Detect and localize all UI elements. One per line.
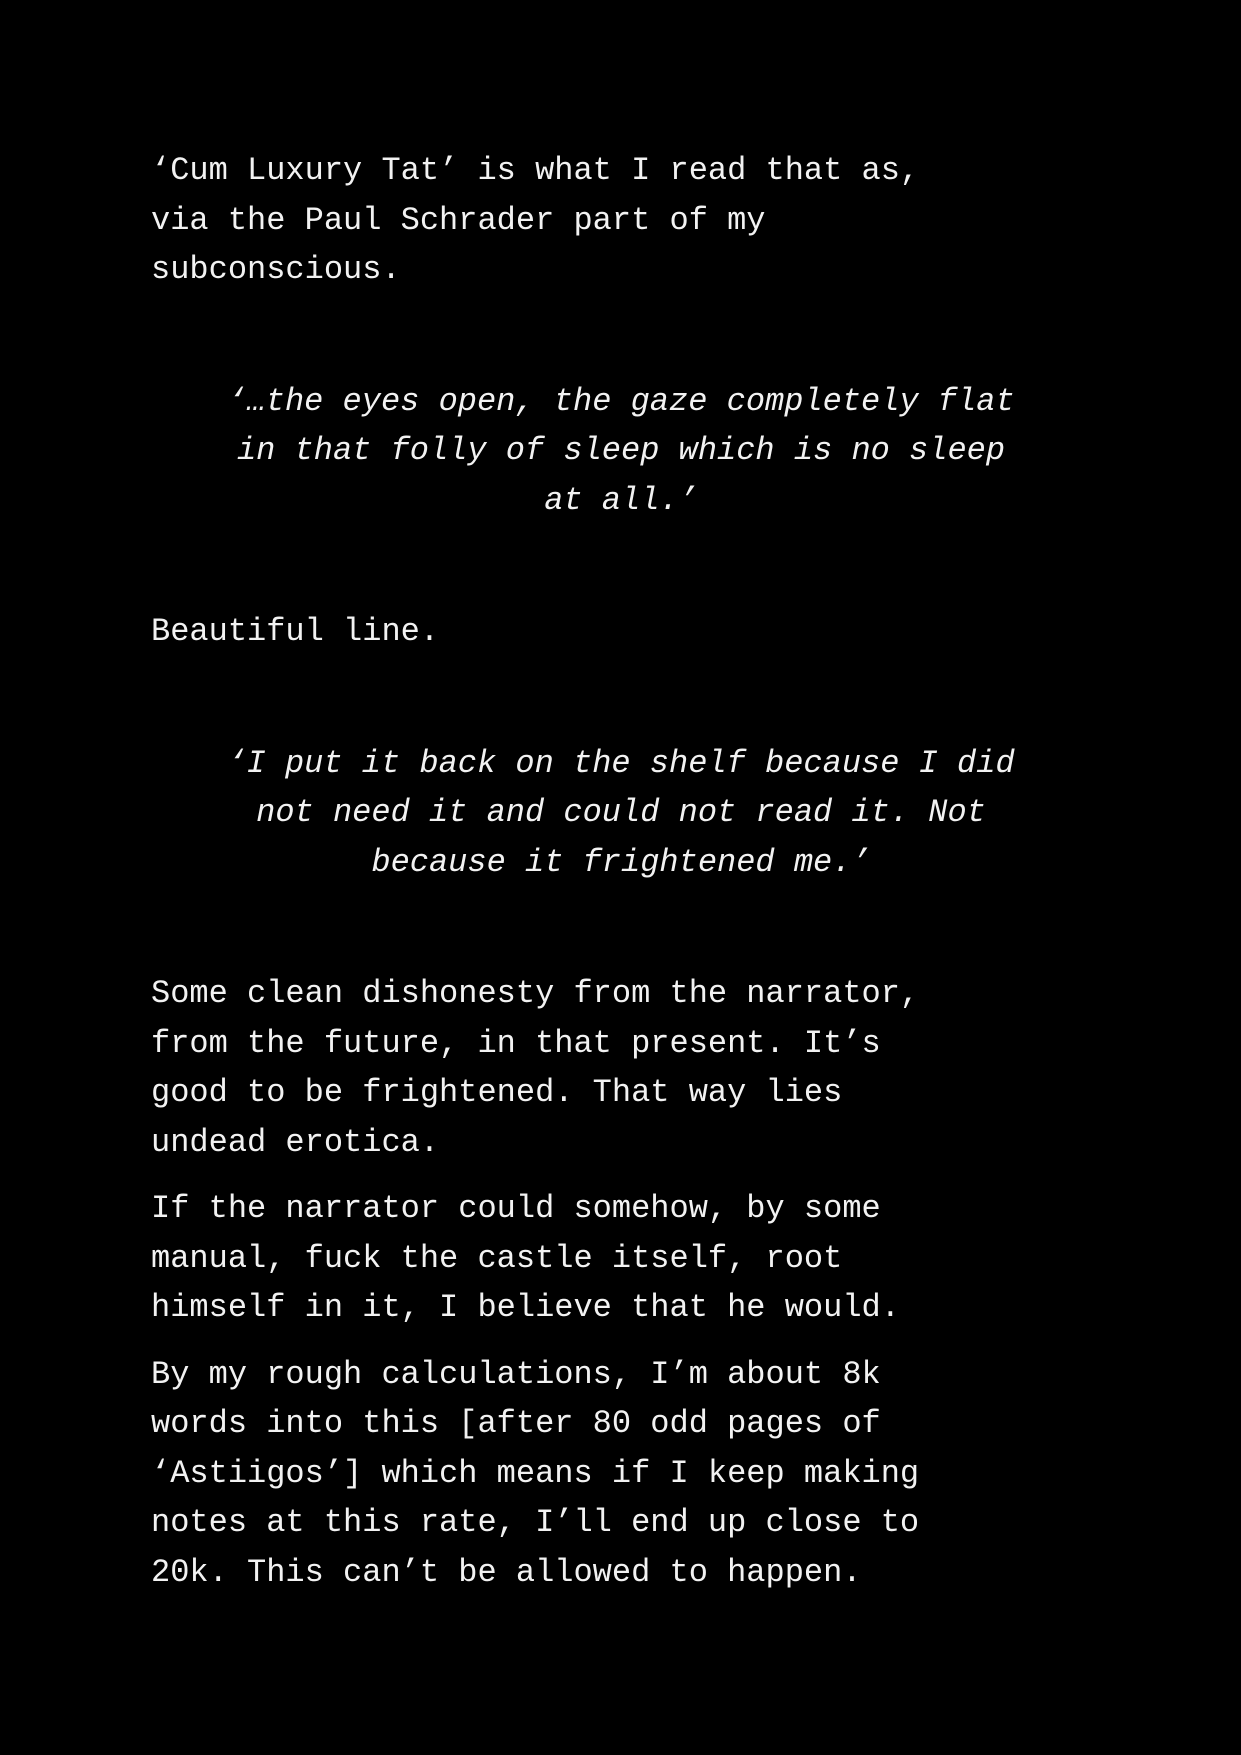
spacer [151, 657, 1091, 739]
spacer [151, 525, 1091, 607]
document-page [151, 146, 1091, 1597]
paragraph-narrator-castle: If the narrator could somehow, by some manual, fuck the castle itself, root himself in it, I believe that he would. [151, 1190, 900, 1326]
spacer [151, 1333, 1091, 1350]
paragraph-beautiful-line: Beautiful line. [151, 613, 440, 650]
quote-eyes-open: ‘…the eyes open, the gaze completely flat in that folly of sleep which is no sleep at all.’ [227, 382, 1015, 519]
spacer [151, 1167, 1091, 1184]
spacer [151, 295, 1091, 377]
paragraph-cum-luxury-tat: ‘Cum Luxury Tat’ is what I read that as, via the Paul Schrader part of my subconscious. [151, 152, 920, 288]
paragraph-rough-calculations: By my rough calculations, I’m about 8k words into this [after 80 odd pages of ‘Astiigos’] which means if I keep making notes at this rate, I’ll end up close to 20k. This can’t be allowed to happen. [151, 1355, 920, 1591]
quote-shelf: ‘I put it back on the shelf because I did not need it and could not read it. Not because it frightened me.’ [227, 744, 1015, 881]
spacer [151, 887, 1091, 969]
paragraph-clean-dishonesty: Some clean dishonesty from the narrator, from the future, in that present. It’s good to be frightened. That way lies undead erotica. [151, 975, 920, 1161]
